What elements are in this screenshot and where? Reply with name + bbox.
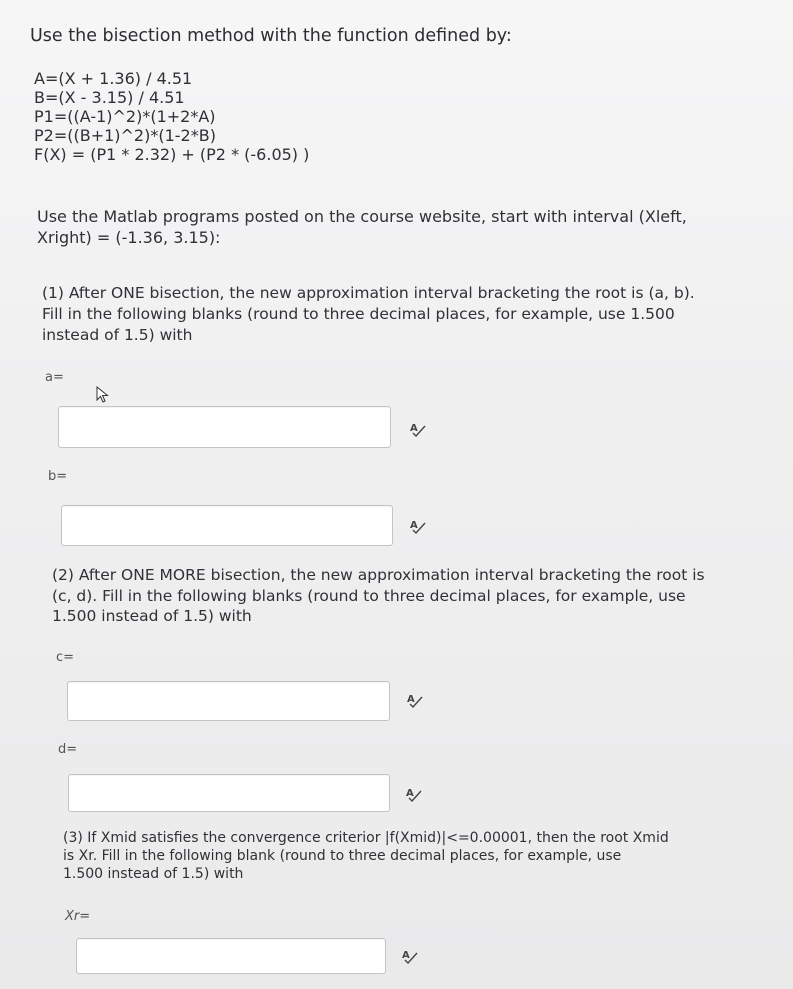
answer-field-d[interactable] <box>68 774 390 812</box>
formula-a: A=(X + 1.36) / 4.51 <box>34 69 193 88</box>
svg-text:A: A <box>410 520 418 531</box>
part3-line-1: (3) If Xmid satisfies the convergence criterior |f(Xmid)|<=0.00001, then the root Xmid <box>63 830 669 846</box>
formula-p1: P1=((A-1)^2)*(1+2*A) <box>34 107 216 126</box>
part1-line-2: Fill in the following blanks (round to three decimal places, for example, use 1.500 <box>42 305 675 323</box>
spellcheck-icon[interactable] <box>406 692 424 708</box>
svg-text:A: A <box>402 950 410 961</box>
answer-field-xr[interactable] <box>76 938 386 974</box>
formula-b: B=(X - 3.15) / 4.51 <box>34 88 185 107</box>
svg-text:A: A <box>406 788 414 799</box>
spellcheck-icon[interactable] <box>405 786 423 802</box>
formula-p2: P2=((B+1)^2)*(1-2*B) <box>34 126 216 145</box>
svg-text:A: A <box>407 694 415 705</box>
spellcheck-icon[interactable] <box>409 518 427 534</box>
label-c: c= <box>56 650 75 665</box>
part2-line-1: (2) After ONE MORE bisection, the new approximation interval bracketing the root is <box>52 566 705 584</box>
svg-text:A: A <box>410 423 418 434</box>
question-intro: Use the bisection method with the function defined by: <box>30 26 512 46</box>
label-d: d= <box>58 742 78 757</box>
instructions-line-1: Use the Matlab programs posted on the course website, start with interval (Xleft, <box>37 207 687 226</box>
label-b: b= <box>48 469 68 484</box>
spellcheck-icon[interactable] <box>409 421 427 437</box>
spellcheck-icon[interactable] <box>401 948 419 964</box>
answer-field-c[interactable] <box>67 681 390 721</box>
part2-line-2: (c, d). Fill in the following blanks (round to three decimal places, for example, use <box>52 587 686 605</box>
part3-line-3: 1.500 instead of 1.5) with <box>63 866 244 882</box>
part1-line-3: instead of 1.5) with <box>42 326 193 344</box>
part2-line-3: 1.500 instead of 1.5) with <box>52 607 252 625</box>
label-a: a= <box>45 370 64 385</box>
label-xr: Xr= <box>65 909 91 924</box>
answer-field-a[interactable] <box>58 406 391 448</box>
mouse-pointer-icon <box>96 386 110 404</box>
part3-line-2: is Xr. Fill in the following blank (round to three decimal places, for example, use <box>63 848 622 864</box>
formula-fx: F(X) = (P1 * 2.32) + (P2 * (-6.05) ) <box>34 145 310 164</box>
answer-field-b[interactable] <box>61 505 393 546</box>
instructions-line-2: Xright) = (-1.36, 3.15): <box>37 228 221 247</box>
part1-line-1: (1) After ONE bisection, the new approximation interval bracketing the root is (a, b). <box>42 284 695 302</box>
